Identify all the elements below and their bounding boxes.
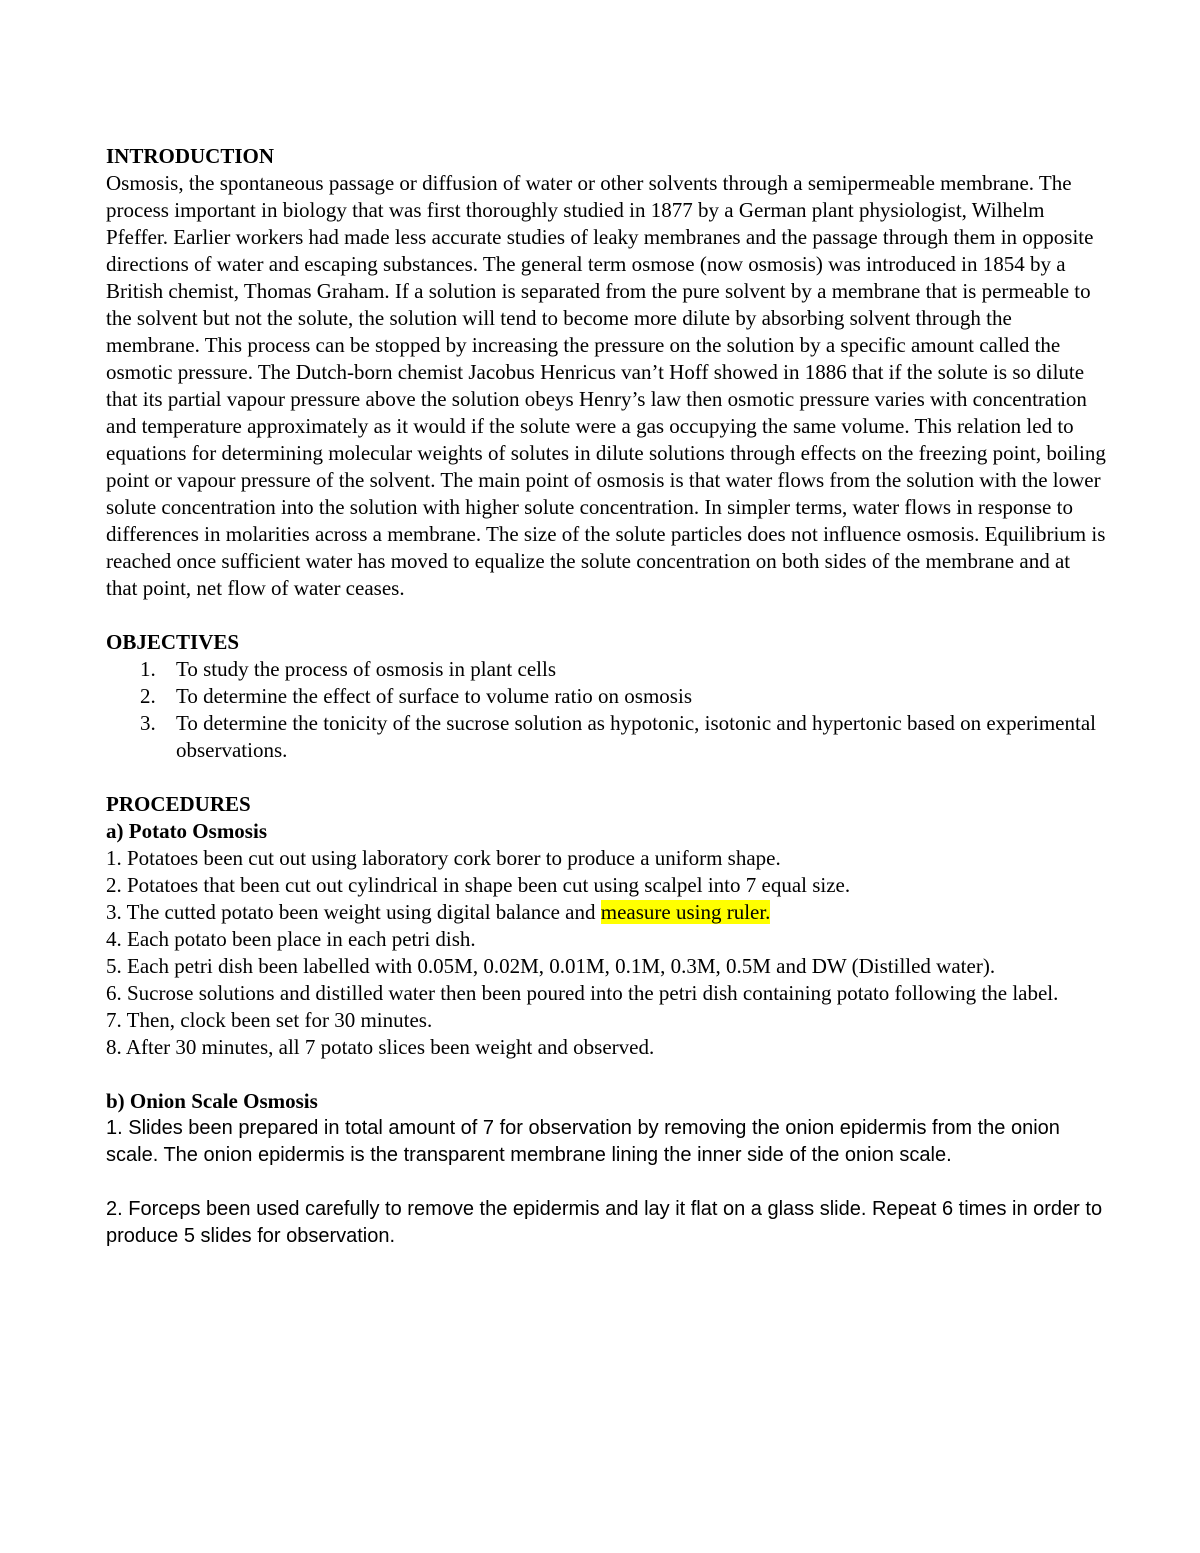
potato-osmosis-heading: a) Potato Osmosis [106,819,267,843]
procedure-step: 8. After 30 minutes, all 7 potato slices been weight and observed. [106,1035,655,1059]
list-item [106,656,1106,683]
list-item-text: To study the process of osmosis in plant cells [176,657,556,681]
introduction-heading: INTRODUCTION [106,144,275,168]
onion-osmosis-heading: b) Onion Scale Osmosis [106,1089,318,1113]
procedure-step: 5. Each petri dish been labelled with 0.05M, 0.02M, 0.01M, 0.1M, 0.3M, 0.5M and DW (Distilled water). [106,954,996,978]
spacer [106,764,1106,791]
objectives-heading: OBJECTIVES [106,630,240,654]
spacer [106,1061,1106,1088]
introduction-body: Osmosis, the spontaneous passage or diffusion of water or other solvents through a semipermeable membrane. The process important in biology that was first thoroughly studied in 1877 by a German plant physiologist, Wilhelm Pfeffer. Earlier workers had made less accurate studies of leaky membranes and the passage through them in opposite directions of water and escaping substances. The general term osmose (now osmosis) was introduced in 1854 by a British chemist, Thomas Graham. If a solution is separated from the pure solvent by a membrane that is permeable to the solvent but not the solute, the solution will tend to become more dilute by absorbing solvent through the membrane. This process can be stopped by increasing the pressure on the solution by a specific amount called the osmotic pressure. The Dutch-born chemist Jacobus Henricus van’t Hoff showed in 1886 that if the solute is so dilute that its partial vapour pressure above the solution obeys Henry’s law then osmotic pressure varies with concentration and temperature approximately as it would if the solute were a gas occupying the same volume. This relation led to equations for determining molecular weights of solutes in dilute solutions through effects on the freezing point, boiling point or vapour pressure of the solvent. The main point of osmosis is that water flows from the solution with the lower solute concentration into the solution with higher solute concentration. In simpler terms, water flows in response to differences in molarities across a membrane. The size of the solute particles does not influence osmosis. Equilibrium is reached once sufficient water has moved to equalize the solute concentration on both sides of the membrane and at that point, net flow of water ceases. [106,171,1106,600]
spacer [106,602,1106,629]
procedure-step: 7. Then, clock been set for 30 minutes. [106,1008,433,1032]
procedure-step: 2. Forceps been used carefully to remove the epidermis and lay it flat on a glass slide. Repeat 6 times in order to produce 5 slides for observation. [106,1198,1103,1247]
procedure-step [106,899,1106,926]
list-item-number: 2. [140,684,156,708]
list-item [106,683,1106,710]
procedures-heading: PROCEDURES [106,792,251,816]
procedure-step-text: 3. The cutted potato been weight using digital balance and [106,900,601,924]
procedure-step: 1. Potatoes been cut out using laboratory cork borer to produce a uniform shape. [106,846,781,870]
list-item-number: 1. [140,657,156,681]
procedure-step: 4. Each potato been place in each petri dish. [106,927,476,951]
list-item-number: 3. [140,711,156,735]
list-item-text: To determine the tonicity of the sucrose solution as hypotonic, isotonic and hypertonic based on experimental observations. [176,711,1096,762]
list-item-text: To determine the effect of surface to volume ratio on osmosis [176,684,692,708]
objectives-list [106,656,1106,764]
spacer [106,1169,1106,1196]
procedure-step: 1. Slides been prepared in total amount of 7 for observation by removing the onion epidermis from the onion scale. The onion epidermis is the transparent membrane lining the inner side of the onion scale. [106,1117,1060,1166]
procedure-step: 2. Potatoes that been cut out cylindrical in shape been cut using scalpel into 7 equal size. [106,873,851,897]
procedure-step: 6. Sucrose solutions and distilled water then been poured into the petri dish containing potato following the label. [106,981,1059,1005]
list-item [106,710,1106,764]
highlighted-text: measure using ruler. [600,900,771,924]
document-content [106,143,1106,1250]
